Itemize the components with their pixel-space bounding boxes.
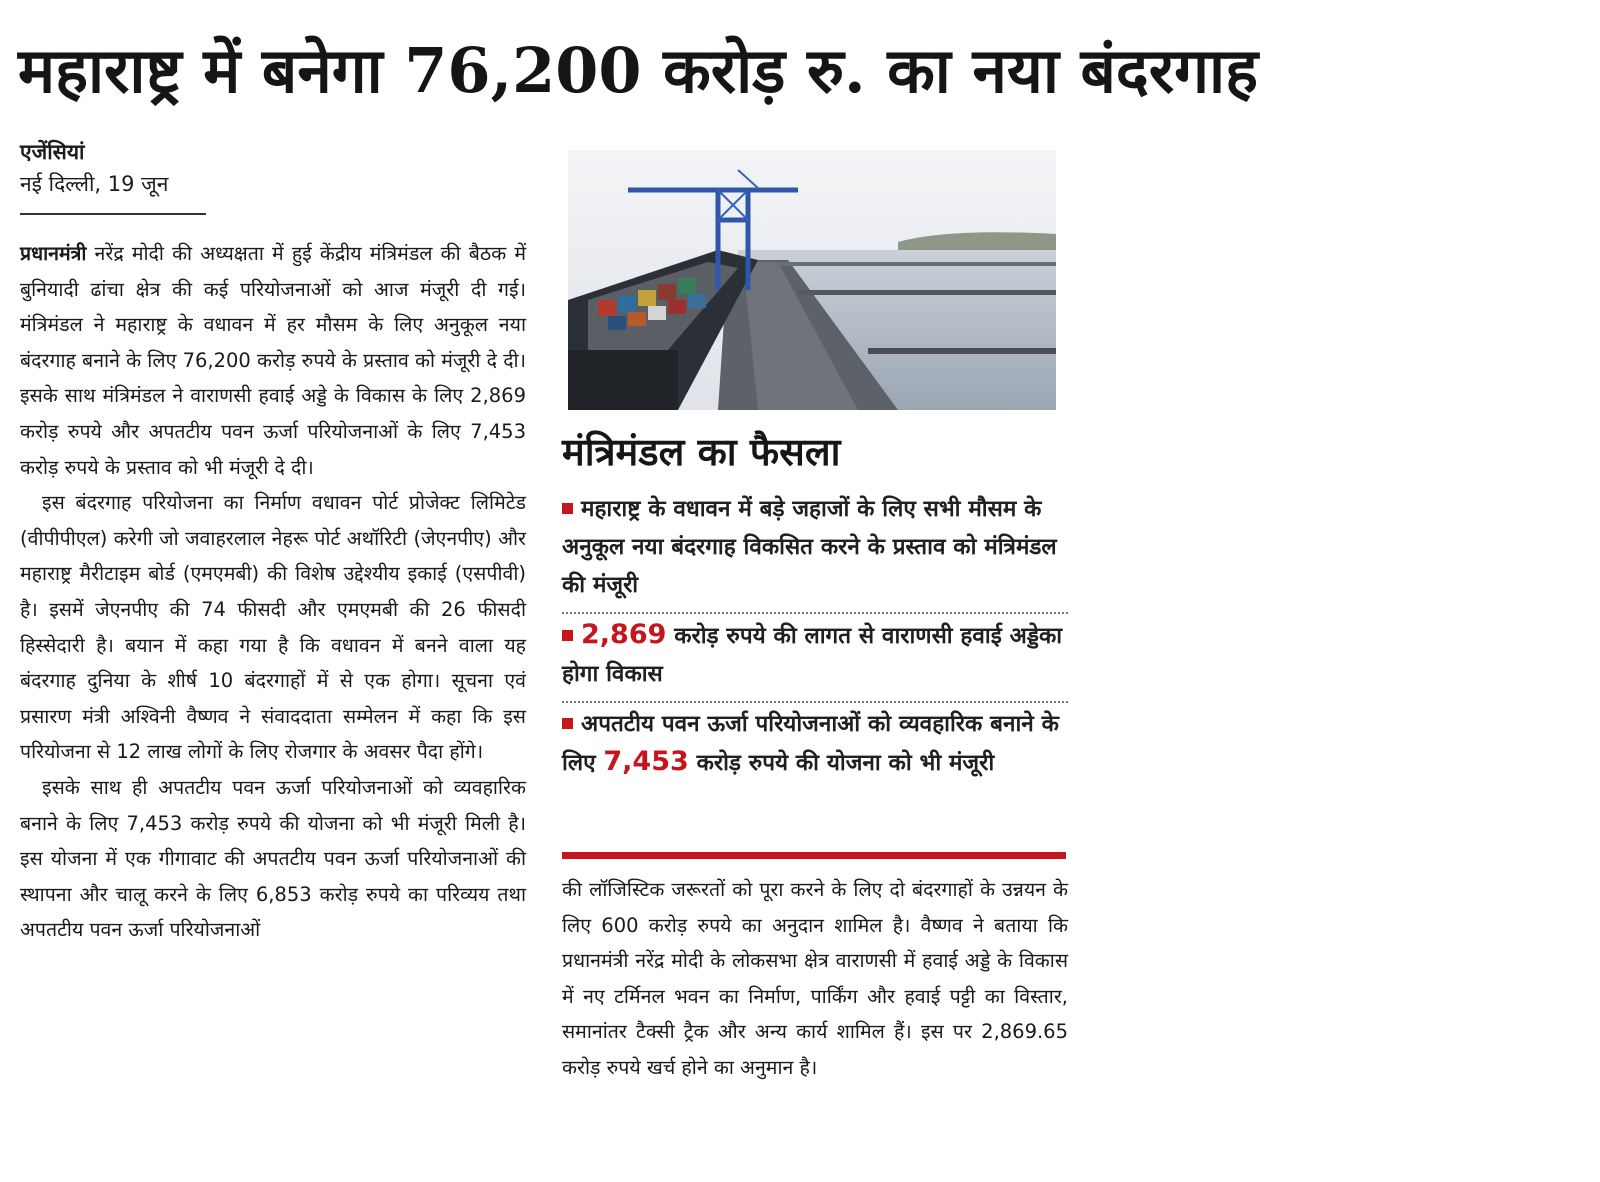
box-bottom-rule (562, 852, 1066, 859)
decision-item-text: महाराष्ट्र के वधावन में बड़े जहाजों के लिए सभी मौसम के अनुकूल नया बंदरगाह विकसित करने के प्रस्ताव को मंत्रिमंडल की मंजूरी (562, 496, 1057, 598)
decision-box-list (562, 488, 1068, 790)
article-paragraph-1 (20, 236, 526, 485)
byline-divider (20, 213, 206, 215)
article-right-column (562, 872, 1068, 1086)
article-left-column (20, 236, 526, 948)
decision-box-title: मंत्रिमंडल का फैसला (562, 430, 841, 474)
decision-item-text: करोड़ रुपये की लागत से वाराणसी हवाई अड्डेका होगा विकास (562, 623, 1063, 687)
byline-dateline: नई दिल्ली, 19 जून (20, 172, 169, 196)
byline-agency: एजेंसियां (20, 140, 85, 164)
lead-word: प्रधानमंत्री (20, 242, 87, 265)
decision-item-amount: 2,869 (581, 619, 667, 650)
paragraph-1-text: नरेंद्र मोदी की अध्यक्षता में हुई केंद्रीय मंत्रिमंडल की बैठक में बुनियादी ढांचा क्षेत्र की कई परियोजनाओं को आज मंजूरी दी गई। मंत्रिमंडल ने महाराष्ट्र के वधावन में हर मौसम के लिए अनुकूल नया बंदरगाह बनाने के लिए 76,200 करोड़ रुपये के प्रस्ताव को मंजूरी दे दी। इसके साथ मंत्रिमंडल ने वाराणसी हवाई अड्डे के विकास के लिए 2,869 करोड़ रुपये और अपतटीय पवन ऊर्जा परियोजनाओं के लिए 7,453 करोड़ रुपये के प्रस्ताव को भी मंजूरी दे दी। (20, 242, 526, 479)
article-paragraph-3: इसके साथ ही अपतटीय पवन ऊर्जा परियोजनाओं को व्यवहारिक बनाने के लिए 7,453 करोड़ रुपये की योजना को भी मंजूरी मिली है। इस योजना में एक गीगावाट की अपतटीय पवन ऊर्जा परियोजनाओं की स्थापना और चालू करने के लिए 6,853 करोड़ रुपये का परिव्यय तथा अपतटीय पवन ऊर्जा परियोजनाओं (20, 775, 526, 942)
byline (20, 136, 208, 200)
decision-item-amount: 7,453 (603, 746, 689, 777)
decision-item (562, 488, 1068, 614)
decision-item-text: अपतटीय पवन ऊर्जा परियोजनाओं को व्यवहारिक बनाने के लिए (562, 711, 1059, 776)
article-paragraph-continued: की लॉजिस्टिक जरूरतों को पूरा करने के लिए दो बंदरगाहों के उन्नयन के लिए 600 करोड़ रुपये का अनुदान शामिल है। वैष्णव ने बताया कि प्रधानमंत्री नरेंद्र मोदी के लोकसभा क्षेत्र वाराणसी में हवाई अड्डे के विकास में नए टर्मिनल भवन का निर्माण, पार्किंग और हवाई पट्टी का विस्तार, समानांतर टैक्सी ट्रैक और अन्य कार्य शामिल हैं। इस पर 2,869.65 करोड़ रुपये खर्च होने का अनुमान है। (562, 878, 1068, 1079)
article-paragraph-2: इस बंदरगाह परियोजना का निर्माण वधावन पोर्ट प्रोजेक्ट लिमिटेड (वीपीपीएल) करेगी जो जवाहरलाल नेहरू पोर्ट अथॉरिटी (जेएनपीए) और महाराष्ट्र मैरीटाइम बोर्ड (एमएमबी) की विशेष उद्देश्यीय इकाई (एसपीवी) है। इसमें जेएनपीए की 74 फीसदी और एमएमबी की 26 फीसदी हिस्सेदारी है। बयान में कहा गया है कि वधावन में बनने वाला यह बंदरगाह दुनिया के शीर्ष 10 बंदरगाहों में से एक होगा। सूचना एवं प्रसारण मंत्री अश्विनी वैष्णव ने संवाददाता सम्मेलन में कहा कि इस परियोजना से 12 लाख लोगों के लिए रोजगार के अवसर पैदा होंगे। (20, 491, 526, 764)
container-port-photo (568, 150, 1056, 410)
headline: महाराष्ट्र में बनेगा 76,200 करोड़ रु. का नया बंदरगाह (18, 34, 1259, 107)
decision-item (562, 614, 1068, 703)
bullet-square-icon (562, 503, 573, 514)
bullet-square-icon (562, 630, 573, 641)
bullet-square-icon (562, 718, 573, 729)
decision-item-text: करोड़ रुपये की योजना को भी मंजूरी (688, 750, 995, 776)
decision-item (562, 703, 1068, 790)
